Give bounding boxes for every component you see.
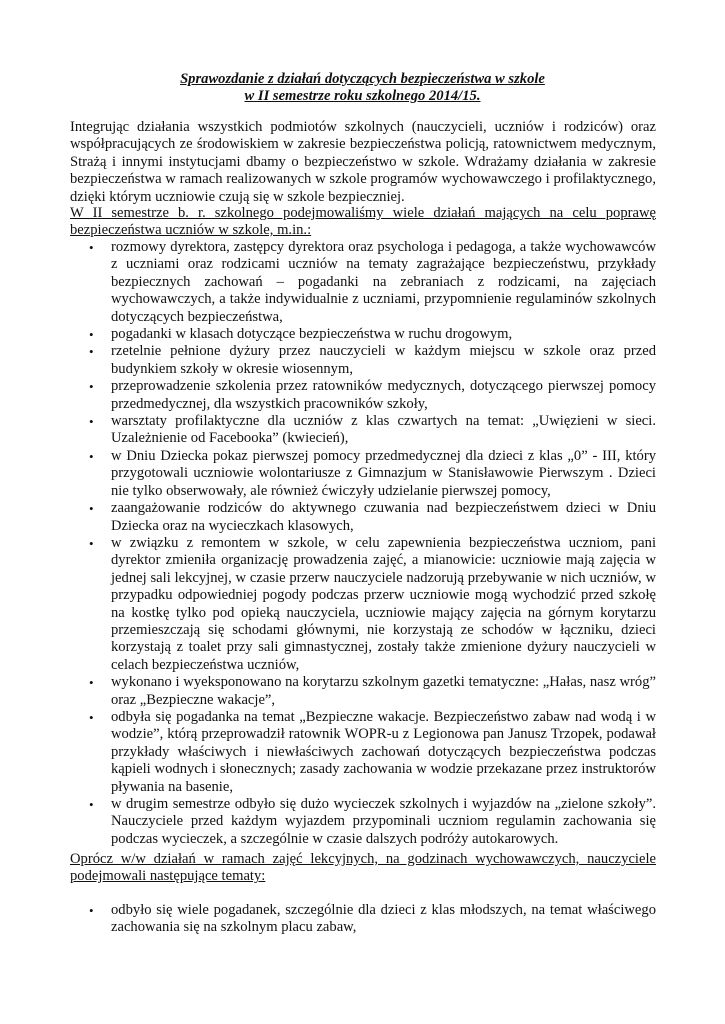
list-item-text: zaangażowanie rodziców do aktywnego czuwania nad bezpieczeństwem dzieci w Dniu Dziecka oraz na wycieczkach klasowych,	[111, 500, 656, 534]
list-item-text: wykonano i wyeksponowano na korytarzu szkolnym gazetki tematyczne: „Hałas, nasz wróg” oraz „Bezpieczne wakacje”,	[111, 674, 656, 708]
bullet-icon: •	[89, 448, 94, 464]
bullet-icon: •	[89, 327, 94, 343]
list-item	[70, 343, 656, 378]
bullet-icon: •	[89, 240, 94, 255]
list-item	[70, 674, 656, 709]
bullet-icon: •	[89, 797, 94, 812]
list-item-text: pogadanki w klasach dotyczące bezpieczeństwa w ruchu drogowym,	[111, 326, 513, 343]
list-item	[70, 500, 656, 535]
lead-paragraph: W II semestrze b. r. szkolnego podejmowaliśmy wiele działań mających na celu poprawę bezpieczeństwa uczniów w szkole, m.in.:	[70, 205, 656, 239]
bullet-icon: •	[89, 709, 94, 725]
bullet-icon: •	[89, 535, 94, 551]
document-title-line-1: Sprawozdanie z działań dotyczących bezpieczeństwa w szkole	[180, 71, 545, 87]
list-item	[70, 796, 656, 848]
list-item	[70, 326, 656, 343]
list-item-text: odbyła się pogadanka na temat „Bezpieczne wakacje. Bezpieczeństwo zabaw nad wodą i w wodzie”, którą przeprowadził ratownik WOPR-u z Legionowa pan Janusz Trzopek, podawał przykłady właściwych i niewłaściwych zachowań dotyczących bezpieczeństwa podczas kąpieli wodnych i słonecznych; zasady zachowania w wodzie przekazane przez instruktorów pływania na basenie,	[111, 708, 656, 795]
activities-list	[70, 239, 656, 848]
bullet-icon: •	[89, 414, 94, 430]
list-item-text: w Dniu Dziecka pokaz pierwszej pomocy przedmedycznej dla dzieci z klas „0” - III, który przygotowali uczniowie wolontariusze z Gimnazjum w Stanisławowie Pierwszym . Dzieci nie tylko obserwowały, ale również ćwiczyły udzielanie pierwszej pomocy,	[111, 447, 656, 499]
list-item-text: odbyło się wiele pogadanek, szczególnie dla dzieci z klas młodszych, na temat właściwego zachowania się na szkolnym placu zabaw,	[111, 902, 656, 936]
topics-list	[70, 902, 656, 937]
section2-lead-paragraph: Oprócz w/w działań w ramach zajęć lekcyjnych, na godzinach wychowawczych, nauczyciele podejmowali następujące tematy:	[70, 851, 656, 885]
list-item	[70, 239, 656, 326]
list-item	[70, 709, 656, 796]
bullet-icon: •	[89, 903, 94, 918]
list-item	[70, 535, 656, 674]
list-item-text: warsztaty profilaktyczne dla uczniów z klas czwartych na temat: „Uwięzieni w sieci. Uzależnienie od Facebooka” (kwiecień),	[111, 413, 656, 447]
bullet-icon: •	[89, 501, 94, 517]
list-item	[70, 448, 656, 500]
list-item	[70, 902, 656, 937]
list-item-text: rzetelnie pełnione dyżury przez nauczycieli w każdym miejscu w szkole oraz przed budynkiem szkoły w okresie wiosennym,	[111, 343, 656, 377]
intro-paragraph: Integrując działania wszystkich podmiotów szkolnych (nauczycieli, uczniów i rodziców) oraz współpracujących ze środowiskiem w zakresie bezpieczeństwa policją, ratownictwem medycznym, Strażą i innymi instytucjami dbamy o bezpieczeństwo w szkole. Wdrażamy działania w zakresie bezpieczeństwa w ramach realizowanych w szkole programów wychowawczego i profilaktycznego, dzięki którym uczniowie czują się w szkole bezpieczniej.	[70, 119, 656, 205]
list-item	[70, 378, 656, 413]
list-item-text: w związku z remontem w szkole, w celu zapewnienia bezpieczeństwa uczniom, pani dyrektor zmieniła organizację prowadzenia zajęć, a mianowicie: uczniowie mają zajęcia w jednej sali lekcyjnej, w czasie przerw nauczyciele nadzorują przebywanie w nich uczniów, w przypadku odpowiedniej pogody podczas przerw uczniowie mogą wychodzić przed szkołę na kostkę tylko pod opieką nauczyciela, uczniowie mający zajęcia na górnym korytarzu przemieszczają się schodami głównymi, nie korzystają ze schodów w łączniku, dzieci korzystają z toalet przy sali gimnastycznej, zostały także zmienione dyżury nauczycieli w celach bezpieczeństwa uczniów,	[111, 534, 656, 673]
bullet-icon: •	[89, 675, 94, 691]
bullet-icon: •	[89, 344, 94, 360]
list-item-text: rozmowy dyrektora, zastępcy dyrektora oraz psychologa i pedagoga, a także wychowawców z uczniami oraz rodzicami uczniów na tematy zagrażające bezpieczeństwu, przykłady bezpiecznych zachowań – pogadanki na zebraniach z rodzicami, na zajęciach wychowawczych, a także indywidualnie z uczniami, przypomnienie regulaminów szkolnych dotyczących bezpieczeństwa,	[111, 239, 656, 325]
list-item-text: w drugim semestrze odbyło się dużo wycieczek szkolnych i wyjazdów na „zielone szkoły”. Nauczyciele przed każdym wyjazdem przypominali uczniom regulamin zachowania się podczas wycieczek, a szczególnie w czasie dalszych podróży autokarowych.	[111, 796, 656, 847]
document-title-line-2: w II semestrze roku szkolnego 2014/15.	[244, 88, 481, 104]
bullet-icon: •	[89, 379, 94, 395]
list-item	[70, 413, 656, 448]
list-item-text: przeprowadzenie szkolenia przez ratowników medycznych, dotyczącego pierwszej pomocy przedmedycznej, dla wszystkich pracowników szkoły,	[111, 378, 656, 412]
